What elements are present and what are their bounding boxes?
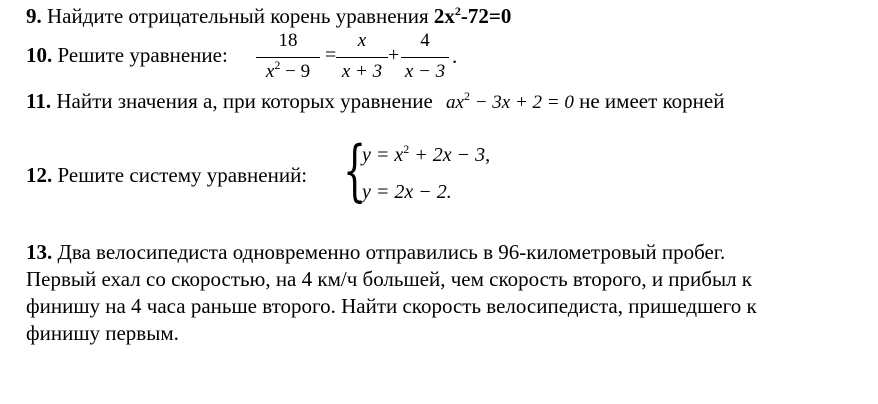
task-11-eq-ax: ax	[446, 92, 464, 113]
task-9-text: Найдите отрицательный корень уравнения	[41, 4, 434, 28]
task-9	[26, 4, 511, 28]
task-12-text: Решите систему уравнений:	[52, 163, 308, 187]
task-9-number: 9.	[26, 4, 42, 28]
fraction-1-numerator: 18	[278, 30, 298, 51]
task-11-equation	[446, 89, 574, 113]
task-12-number: 12.	[26, 163, 53, 187]
fraction-2-denominator: x + 3	[341, 61, 383, 82]
task-11-number: 11.	[26, 89, 52, 113]
fraction-1-den-base: x	[265, 61, 275, 82]
task-10	[26, 43, 228, 67]
task-12	[26, 163, 307, 187]
system-equation-1	[362, 144, 490, 167]
task-13-line-2: Первый ехал со скоростью, на 4 км/ч большей, чем скорость второго, и прибыл к	[26, 267, 753, 291]
task-10-number: 10.	[26, 43, 53, 67]
task-11-text-after: не имеет корней	[573, 89, 725, 113]
task-10-fraction-2	[336, 30, 388, 84]
task-9-eq-exponent: 2	[454, 4, 461, 18]
task-11	[26, 89, 724, 115]
fraction-3-bar	[401, 57, 449, 58]
system-eq-1-exponent: 2	[403, 142, 410, 156]
fraction-2-numerator: x	[357, 30, 367, 51]
task-10-equals: =	[325, 44, 337, 66]
task-10-fraction-1	[256, 30, 320, 84]
system-eq-1-part1: y = x	[362, 144, 404, 166]
task-11-eq-exponent: 2	[463, 89, 470, 103]
task-13-line-1	[26, 240, 725, 264]
system-eq-1-part2: + 2x − 3,	[409, 144, 491, 166]
task-9-eq-part2: -72=0	[460, 4, 512, 28]
fraction-3-denominator: x − 3	[404, 61, 446, 82]
task-13-text-1: Два велосипедиста одновременно отправились в 96-километровый пробег.	[52, 240, 726, 264]
task-13-number: 13.	[26, 240, 53, 264]
task-10-period: .	[452, 44, 458, 68]
fraction-1-den-rest: − 9	[280, 61, 311, 82]
task-13-line-3: финишу на 4 часа раньше второго. Найти скорость велосипедиста, пришедшего к	[26, 294, 757, 318]
fraction-1-bar	[256, 57, 320, 58]
task-11-text: Найти значения а, при которых уравнение	[51, 89, 439, 113]
fraction-1-den-exponent: 2	[274, 58, 281, 72]
system-brace: {	[343, 132, 367, 209]
fraction-2-bar	[336, 57, 388, 58]
fraction-1-denominator	[256, 58, 320, 83]
task-10-plus: +	[388, 44, 400, 66]
task-9-equation	[434, 4, 511, 28]
task-13-line-4: финишу первым.	[26, 321, 179, 345]
task-10-text: Решите уравнение:	[52, 43, 228, 67]
system-equation-2: y = 2x − 2.	[362, 181, 452, 203]
task-10-fraction-3	[401, 30, 449, 84]
fraction-3-numerator: 4	[420, 30, 430, 51]
task-11-eq-rest: − 3x + 2 = 0	[469, 92, 574, 113]
task-9-eq-part1: 2x	[433, 4, 455, 28]
